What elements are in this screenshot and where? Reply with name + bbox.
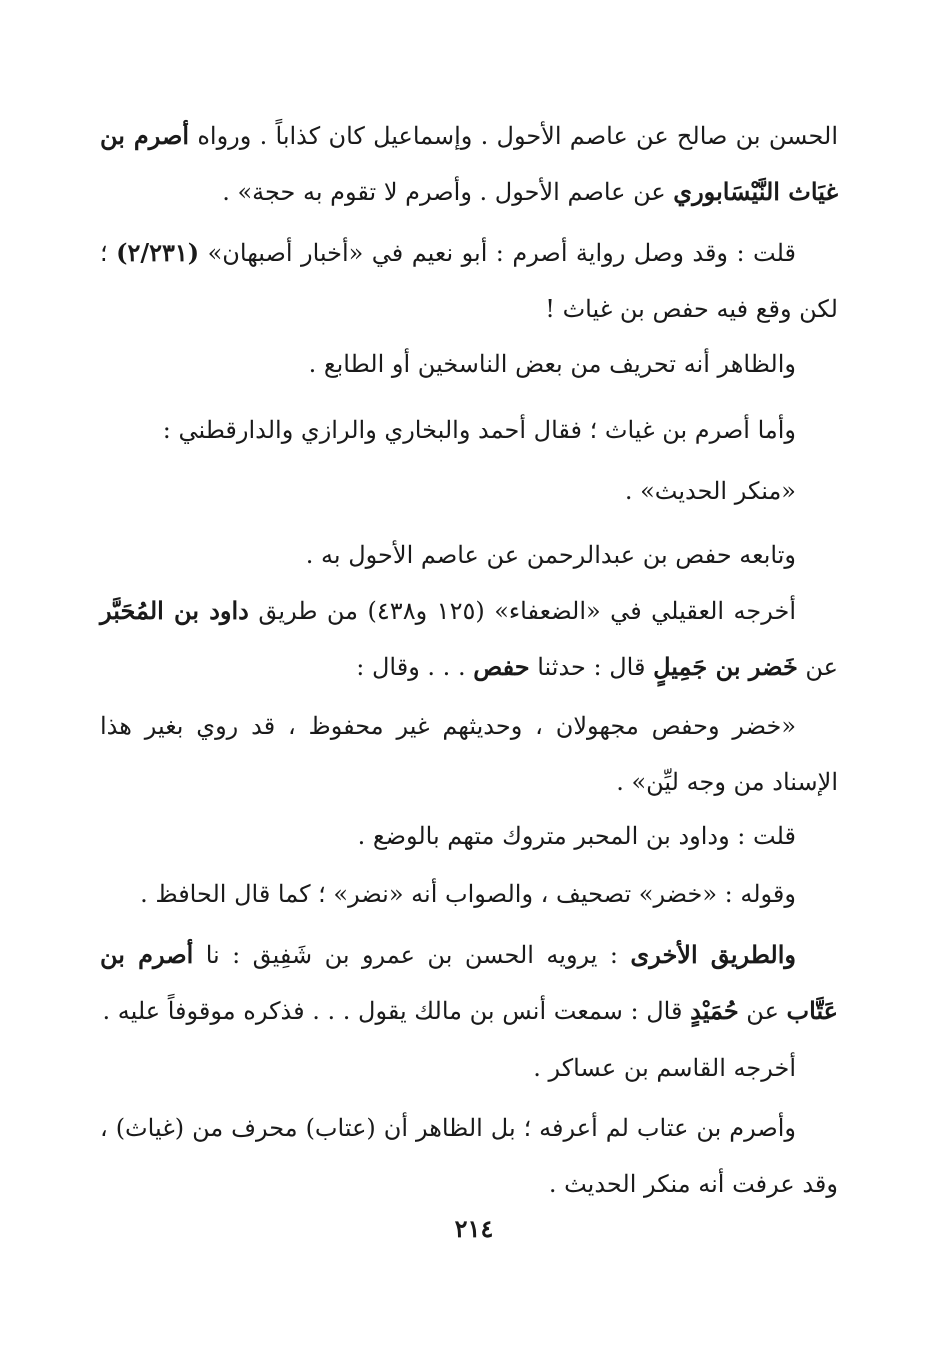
paragraph <box>100 527 838 583</box>
text-segment: وتابعه حفص بن عبدالرحمن عن عاصم الأحول به . <box>305 541 796 569</box>
paragraph <box>100 583 838 695</box>
text-segment: «خضر وحفص مجهولان ، وحديثهم غير محفوظ ، قد روي بغير هذا الإسناد من وجه ليِّن» . <box>100 712 838 796</box>
paragraph <box>100 225 838 337</box>
bold-text-segment: حفص <box>473 652 530 681</box>
text-segment: قال : سمعت أنس بن مالك يقول . . . فذكره موقوفاً عليه . <box>102 997 691 1025</box>
text-segment: وقوله : «خضر» تصحيف ، والصواب أنه «نضر» ؛ كما قال الحافظ . <box>140 880 796 908</box>
text-segment: قال : حدثنا <box>529 653 654 681</box>
paragraph-block <box>100 336 838 392</box>
bold-text-segment: (٢/٢٣١) <box>116 238 200 267</box>
text-segment: أخرجه العقيلي في «الضعفاء» (١٢٥ و٤٣٨) من طريق <box>248 597 797 625</box>
paragraph-block <box>100 527 838 583</box>
paragraph-block <box>100 698 838 810</box>
paragraph-block <box>100 866 838 922</box>
text-segment: قلت : وقد وصل رواية أصرم : أبو نعيم في «أخبار أصبهان» <box>199 239 796 267</box>
text-segment: قلت : وداود بن المحبر متروك متهم بالوضع . <box>357 822 796 850</box>
paragraph <box>100 336 838 392</box>
paragraph <box>100 698 838 810</box>
text-segment: «منكر الحديث» . <box>624 477 796 505</box>
paragraph <box>100 808 838 864</box>
bold-text-segment: أصرم بن غيَاث النَّيْسَابوري <box>100 121 838 206</box>
text-segment: : يرويه الحسن بن عمرو بن شَفِيق : نا <box>193 941 631 969</box>
bold-text-segment: والطريق الأخرى <box>630 940 796 969</box>
bold-text-segment: حُمَيْدٍ <box>690 996 739 1025</box>
text-segment: . . . وقال : <box>356 653 474 681</box>
paragraph-block <box>100 808 838 864</box>
text-segment: عن عاصم الأحول . وأصرم لا تقوم به حجة» . <box>222 178 674 206</box>
bold-text-segment: داود بن المُحَبَّر <box>100 596 249 625</box>
text-segment: أخرجه القاسم بن عساكر . <box>533 1054 796 1082</box>
text-segment: وأما أصرم بن غياث ؛ فقال أحمد والبخاري والرازي والدارقطني : <box>162 416 796 444</box>
paragraph-block <box>100 583 838 695</box>
paragraph-block <box>100 108 838 220</box>
paragraph-block <box>100 402 838 458</box>
paragraph <box>100 463 838 519</box>
paragraph-block <box>100 927 838 1039</box>
paragraph <box>100 1100 838 1212</box>
page-number: ٢١٤ <box>454 1214 494 1243</box>
paragraph-block <box>100 1100 838 1212</box>
text-segment: وأصرم بن عتاب لم أعرفه ؛ بل الظاهر أن (عتاب) محرف من (غياث) ، وقد عرفت أنه منكر الحديث . <box>100 1114 838 1198</box>
paragraph-block <box>100 225 838 337</box>
text-segment: عن <box>797 653 838 681</box>
paragraph-block <box>100 463 838 519</box>
text-segment: الحسن بن صالح عن عاصم الأحول . وإسماعيل كان كذاباً . ورواه <box>189 122 839 150</box>
bold-text-segment: خَضر بن جَمِيلٍ <box>653 652 798 681</box>
text-segment: والظاهر أنه تحريف من بعض الناسخين أو الطابع . <box>308 350 796 378</box>
text-segment: ؛ لكن وقع فيه حفص بن غياث ! <box>100 239 838 323</box>
bold-text-segment: أصرم بن عَتَّاب <box>100 940 838 1025</box>
text-segment: عن <box>738 997 787 1025</box>
paragraph <box>100 402 838 458</box>
paragraph <box>100 866 838 922</box>
paragraph-block <box>100 1040 838 1096</box>
paragraph <box>100 927 838 1039</box>
paragraph <box>100 1040 838 1096</box>
paragraph <box>100 108 838 220</box>
